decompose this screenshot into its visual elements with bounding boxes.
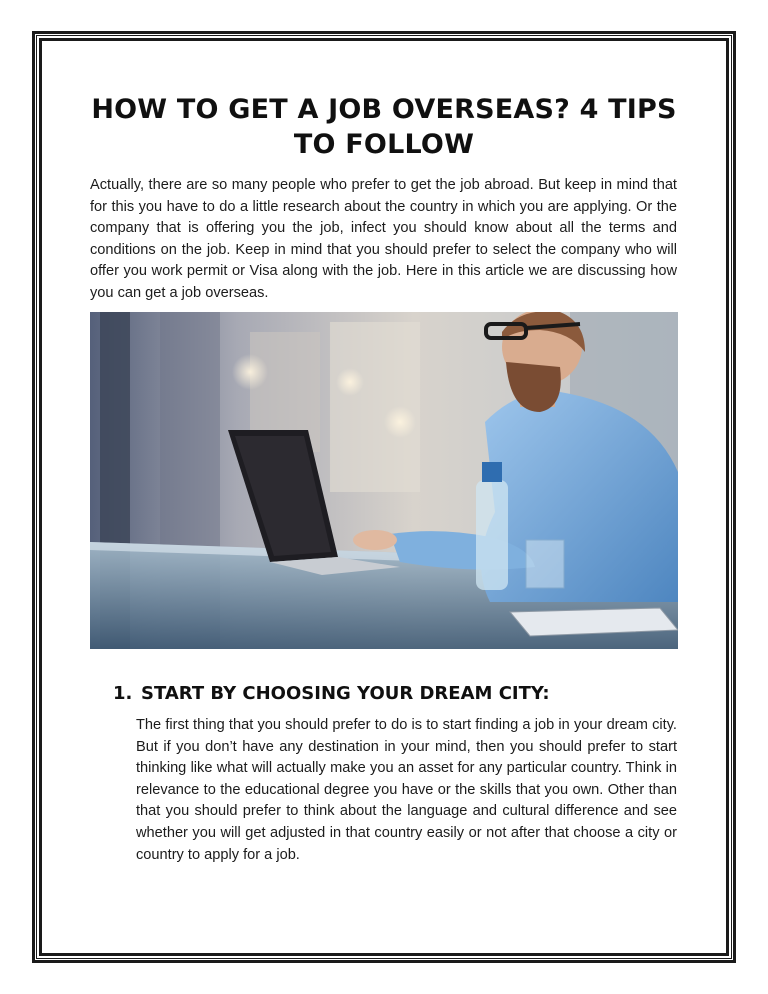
section-1-body: The first thing that you should prefer to do is to start finding a job in your dream city. But if you don’t have any destination in your mind, then you should prefer to start thinking like what will actually make you an asset for any particular country. Think in relevance to the educational degree you have or the skills that you own. Other than that you should prefer to think about the language and cultural difference and see whether you will get adjusted in that country easily or not after that choose a city or country to apply for a job.	[136, 717, 677, 863]
section-1-heading-text: START BY CHOOSING YOUR DREAM CITY:	[141, 683, 550, 704]
section-1-heading	[113, 681, 653, 707]
article-photo-man-with-laptop	[90, 312, 678, 649]
intro-paragraph: Actually, there are so many people who prefer to get the job abroad. But keep in mind that for this you have to do a little research about the country in which you are applying. Or the company that is offering you the job, infect you should know about all the terms and conditions on the job. Keep in mind that you should prefer to select the company who will offer you work permit or Visa along with the job. Here in this article we are discussing how you can get a job overseas.	[90, 177, 677, 301]
article-title: HOW TO GET A JOB OVERSEAS? 4 TIPS TO FOLLOW	[91, 94, 677, 160]
section-1-number: 1.	[113, 683, 133, 704]
